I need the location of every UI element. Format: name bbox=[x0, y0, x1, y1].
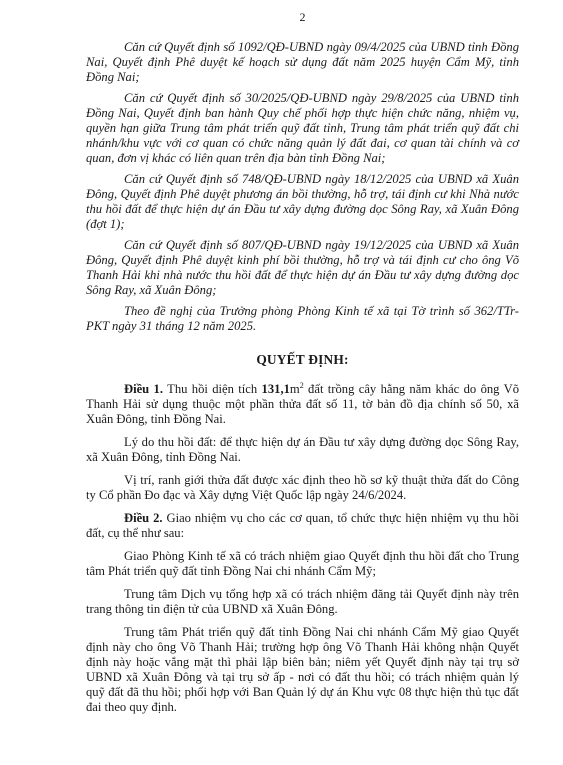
article-2-label: Điều 2. bbox=[124, 511, 163, 525]
basis-paragraph: Căn cứ Quyết định số 807/QĐ-UBND ngày 19/12/2025 của UBND xã Xuân Đông, Quyết định Phê duyệt kinh phí bồi thường, hỗ trợ và tái định cư cho ông Võ Thanh Hải khi nhà nước thu hồi đất để thực hiện dự án Đầu tư xây dựng đường dọc Sông Ray, xã Xuân Đông; bbox=[86, 238, 519, 297]
article-1-location: Vị trí, ranh giới thửa đất được xác định theo hồ sơ kỹ thuật thửa đất do Công ty Cổ phần Đo đạc và Xây dựng Việt Quốc lập ngày 24/6/2024. bbox=[86, 473, 519, 502]
page-number: 2 bbox=[299, 10, 306, 24]
article-2-item: Trung tâm Phát triển quỹ đất tỉnh Đồng Nai chi nhánh Cẩm Mỹ giao Quyết định này cho ông Võ Thanh Hải; trường hợp ông Võ Thanh Hải không nhận Quyết định này hoặc vắng mặt thì phải lập biên bản; niêm yết Quyết định này tại trụ sở UBND xã Xuân Đông và tại trụ sở ấp - nơi có đất thu hồi; có trách nhiệm quản lý quỹ đất đã thu hồi; phối hợp với Ban Quản lý dự án Khu vực 08 thực hiện thủ tục đất đai theo quy định. bbox=[86, 625, 519, 714]
article-1-paragraph bbox=[86, 382, 519, 427]
basis-paragraph: Căn cứ Quyết định số 30/2025/QĐ-UBND ngày 29/8/2025 của UBND tỉnh Đồng Nai, Quyết định ban hành Quy chế phối hợp thực hiện chức năng, nhiệm vụ, quyền hạn giữa Trung tâm phát triển quỹ đất tỉnh, Trung tâm phát triển quỹ đất chi nhánh/khu vực với cơ quan có chức năng quản lý đất đai, cơ quan tài chính và cơ quan, đơn vị khác có liên quan trên địa bàn tỉnh Đồng Nai; bbox=[86, 91, 519, 165]
legal-basis-section bbox=[86, 40, 519, 334]
article-1-area: 131,1 bbox=[261, 382, 290, 396]
article-1-unit-sup: 2 bbox=[299, 380, 304, 390]
article-2-text: Giao nhiệm vụ cho các cơ quan, tổ chức thực hiện nhiệm vụ thu hồi đất, cụ thể như sau: bbox=[86, 511, 520, 540]
article-1 bbox=[86, 382, 519, 503]
basis-paragraph: Căn cứ Quyết định số 748/QĐ-UBND ngày 18/12/2025 của UBND xã Xuân Đông, Quyết định Phê duyệt phương án bồi thường, hỗ trợ, tái định cư khi Nhà nước thu hồi đất để thực hiện dự án Đầu tư xây dựng đường dọc Sông Ray, xã Xuân Đông (đợt 1); bbox=[86, 172, 519, 231]
basis-paragraph: Căn cứ Quyết định số 1092/QĐ-UBND ngày 09/4/2025 của UBND tỉnh Đồng Nai, Quyết định Phê duyệt kế hoạch sử dụng đất năm 2025 huyện Cẩm Mỹ, tỉnh Đồng Nai; bbox=[86, 40, 519, 84]
article-1-text-a: Thu hồi diện tích bbox=[163, 382, 262, 396]
article-2-item: Giao Phòng Kinh tế xã có trách nhiệm giao Quyết định thu hồi đất cho Trung tâm Phát triển quỹ đất tỉnh Đồng Nai chi nhánh Cẩm Mỹ; bbox=[86, 549, 519, 578]
article-1-label: Điều 1. bbox=[124, 382, 163, 396]
article-1-text-b: đất trồng cây hằng năm khác do ông Võ Thanh Hải sử dụng thuộc một phần thửa đất số 11, tờ bản đồ địa chính số 50, xã Xuân Đông, tỉnh Đồng Nai. bbox=[86, 382, 519, 426]
article-1-reason: Lý do thu hồi đất: để thực hiện dự án Đầu tư xây dựng đường dọc Sông Ray, xã Xuân Đông, tỉnh Đồng Nai. bbox=[86, 435, 519, 464]
article-2-item: Trung tâm Dịch vụ tổng hợp xã có trách nhiệm đăng tải Quyết định này trên trang thông tin điện tử của UBND xã Xuân Đông. bbox=[86, 587, 519, 616]
article-2-paragraph bbox=[86, 511, 519, 541]
basis-paragraph: Theo đề nghị của Trưởng phòng Phòng Kinh tế xã tại Tờ trình số 362/TTr-PKT ngày 31 tháng 12 năm 2025. bbox=[86, 304, 519, 333]
decision-heading: QUYẾT ĐỊNH: bbox=[256, 352, 349, 367]
article-2 bbox=[86, 511, 519, 715]
article-1-unit: m bbox=[289, 382, 300, 396]
